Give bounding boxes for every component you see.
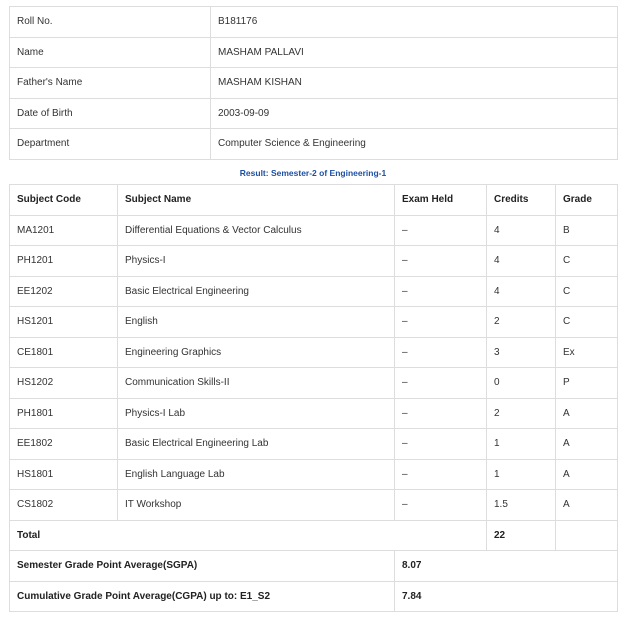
subject-name: Engineering Graphics xyxy=(118,337,395,368)
cgpa-label: Cumulative Grade Point Average(CGPA) up to: E1_S2 xyxy=(10,581,395,612)
exam-held: – xyxy=(395,398,487,429)
father-label: Father's Name xyxy=(10,68,211,99)
subject-code: PH1201 xyxy=(10,246,118,277)
dob-row xyxy=(10,98,618,129)
name-label: Name xyxy=(10,37,211,68)
sgpa-label: Semester Grade Point Average(SGPA) xyxy=(10,551,395,582)
roll-row xyxy=(10,7,618,38)
subject-row xyxy=(10,215,618,246)
subject-name: English xyxy=(118,307,395,338)
grade: C xyxy=(556,276,618,307)
col-grade: Grade xyxy=(556,185,618,216)
name-value: MASHAM PALLAVI xyxy=(211,37,618,68)
student-info-table xyxy=(9,6,618,160)
grade: A xyxy=(556,490,618,521)
credits: 0 xyxy=(487,368,556,399)
department-value: Computer Science & Engineering xyxy=(211,129,618,160)
subject-code: HS1801 xyxy=(10,459,118,490)
subject-code: MA1201 xyxy=(10,215,118,246)
subject-code: HS1202 xyxy=(10,368,118,399)
exam-held: – xyxy=(395,490,487,521)
total-label: Total xyxy=(10,520,487,551)
grade: C xyxy=(556,307,618,338)
subject-row xyxy=(10,246,618,277)
credits: 2 xyxy=(487,398,556,429)
subject-code: CE1801 xyxy=(10,337,118,368)
credits: 2 xyxy=(487,307,556,338)
credits: 4 xyxy=(487,276,556,307)
subject-name: IT Workshop xyxy=(118,490,395,521)
total-grade-empty xyxy=(556,520,618,551)
subject-row xyxy=(10,490,618,521)
subject-name: Basic Electrical Engineering Lab xyxy=(118,429,395,460)
dob-label: Date of Birth xyxy=(10,98,211,129)
grade: B xyxy=(556,215,618,246)
col-subject-code: Subject Code xyxy=(10,185,118,216)
grade: P xyxy=(556,368,618,399)
cgpa-value: 7.84 xyxy=(395,581,618,612)
credits: 4 xyxy=(487,215,556,246)
grade: C xyxy=(556,246,618,277)
subject-name: Physics-I Lab xyxy=(118,398,395,429)
col-subject-name: Subject Name xyxy=(118,185,395,216)
exam-held: – xyxy=(395,276,487,307)
department-row xyxy=(10,129,618,160)
subject-row xyxy=(10,337,618,368)
exam-held: – xyxy=(395,459,487,490)
exam-held: – xyxy=(395,337,487,368)
subject-name: Communication Skills-II xyxy=(118,368,395,399)
subject-name: Physics-I xyxy=(118,246,395,277)
marks-table xyxy=(9,184,618,612)
subject-code: PH1801 xyxy=(10,398,118,429)
roll-value: B181176 xyxy=(211,7,618,38)
subject-row xyxy=(10,368,618,399)
exam-held: – xyxy=(395,368,487,399)
credits: 1 xyxy=(487,459,556,490)
subject-name: English Language Lab xyxy=(118,459,395,490)
subject-name: Differential Equations & Vector Calculus xyxy=(118,215,395,246)
grade: A xyxy=(556,459,618,490)
subject-row xyxy=(10,398,618,429)
subject-row xyxy=(10,307,618,338)
grade: A xyxy=(556,398,618,429)
subject-row xyxy=(10,429,618,460)
subject-code: HS1201 xyxy=(10,307,118,338)
col-exam-held: Exam Held xyxy=(395,185,487,216)
sgpa-row xyxy=(10,551,618,582)
exam-held: – xyxy=(395,246,487,277)
cgpa-row xyxy=(10,581,618,612)
exam-held: – xyxy=(395,307,487,338)
credits: 3 xyxy=(487,337,556,368)
credits: 1 xyxy=(487,429,556,460)
sgpa-value: 8.07 xyxy=(395,551,618,582)
result-title: Result: Semester-2 of Engineering-1 xyxy=(239,168,387,178)
exam-held: – xyxy=(395,215,487,246)
department-label: Department xyxy=(10,129,211,160)
father-row xyxy=(10,68,618,99)
subject-code: CS1802 xyxy=(10,490,118,521)
exam-held: – xyxy=(395,429,487,460)
grade: A xyxy=(556,429,618,460)
dob-value: 2003-09-09 xyxy=(211,98,618,129)
subject-row xyxy=(10,276,618,307)
father-value: MASHAM KISHAN xyxy=(211,68,618,99)
total-row xyxy=(10,520,618,551)
subject-name: Basic Electrical Engineering xyxy=(118,276,395,307)
name-row xyxy=(10,37,618,68)
subject-row xyxy=(10,459,618,490)
subject-code: EE1202 xyxy=(10,276,118,307)
grade: Ex xyxy=(556,337,618,368)
credits: 4 xyxy=(487,246,556,277)
roll-label: Roll No. xyxy=(10,7,211,38)
marks-header-row xyxy=(10,185,618,216)
credits: 1.5 xyxy=(487,490,556,521)
subject-code: EE1802 xyxy=(10,429,118,460)
total-credits: 22 xyxy=(487,520,556,551)
col-credits: Credits xyxy=(487,185,556,216)
